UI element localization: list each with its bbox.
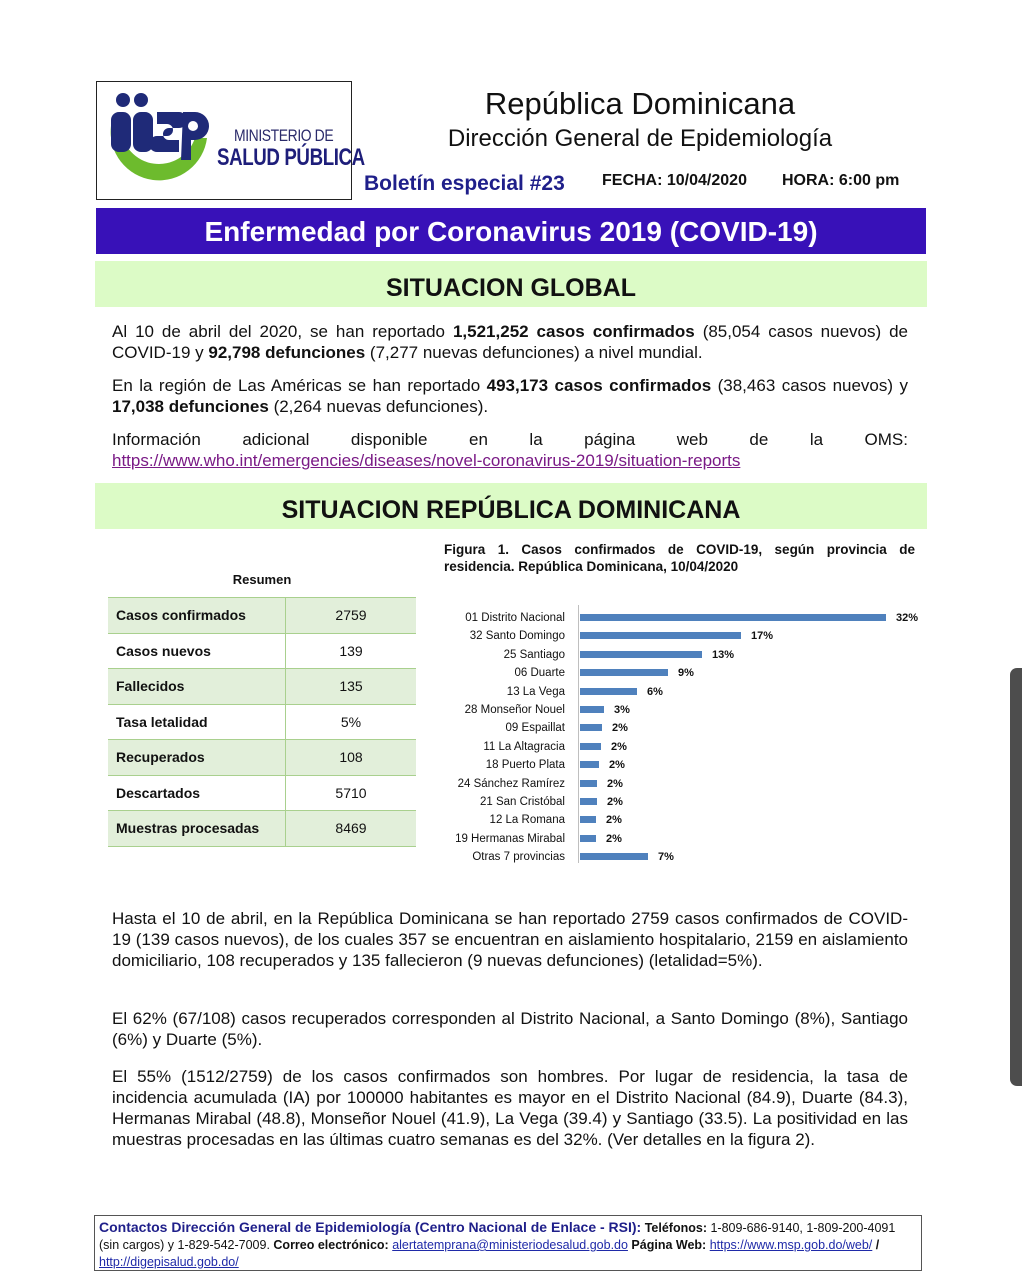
chart-category-label: 09 Espaillat: [505, 722, 565, 735]
logo-ministerio-text: MINISTERIO DE: [234, 126, 334, 145]
chart-value-label: 2%: [612, 722, 628, 735]
rd-paragraph-3: El 55% (1512/2759) de los casos confirmados son hombres. Por lugar de residencia, la tasa de incidencia acumulada (IA) por 100000 habitantes es mayor en el Distrito Nacional (84.9), Duarte (84.3), Hermanas Mirabal (48.8), Monseñor Nouel (41.9), La Vega (39.4) y Santiago (33.5). La positividad en las muestras procesadas en las últimas cuatro semanas es del 32%. (Ver detalles en la figura 2).: [112, 1067, 908, 1149]
bulletin-number: Boletín especial #23: [364, 172, 565, 195]
chart-category-label: 25 Santiago: [503, 648, 565, 661]
chart-category-label: 19 Hermanas Mirabal: [455, 832, 565, 845]
contacts-heading: Contactos Dirección General de Epidemiología (Centro Nacional de Enlace - RSI):: [99, 1219, 642, 1235]
chart-bar-row: [430, 719, 930, 737]
chart-bar-row: [430, 664, 930, 682]
chart-category-label: 32 Santo Domingo: [469, 630, 565, 643]
province-bar-chart: [430, 605, 930, 870]
global-paragraph-2: En la región de Las Américas se han reportado 493,173 casos confirmados (38,463 casos nuevos) y 17,038 defunciones (2,264 nuevas defunciones).: [112, 376, 908, 416]
chart-category-label: 13 La Vega: [506, 685, 565, 698]
table-row: Recuperados 108: [108, 740, 416, 776]
phone-numbers: 1-809-686-9140, 1-809-200-4091 (sin cargos) y 1-829-542-7009.: [99, 1221, 896, 1252]
vertical-scrollbar[interactable]: [1010, 668, 1022, 1086]
chart-bar: [580, 632, 741, 639]
chart-bar-row: [430, 848, 930, 866]
chart-value-label: 32%: [896, 612, 919, 624]
bulletin-date: FECHA: 10/04/2020: [602, 172, 747, 189]
logo-salud-text: SALUD PÚBLICA: [217, 144, 365, 171]
chart-value-label: 6%: [647, 685, 663, 698]
chart-bar: [580, 688, 637, 695]
table-row: Muestras procesadas 8469: [108, 811, 416, 847]
chart-bar-row: [430, 738, 930, 756]
chart-category-label: 06 Duarte: [514, 667, 565, 680]
chart-value-label: 13%: [712, 648, 735, 661]
chart-category-label: Otras 7 provincias: [472, 851, 565, 864]
global-paragraph-1: Al 10 de abril del 2020, se han reportado 1,521,252 casos confirmados (85,054 casos nuevos) de COVID-19 y 92,798 defunciones (7,277 nuevas defunciones) a nivel mundial.: [112, 322, 909, 362]
chart-value-label: 2%: [607, 777, 623, 790]
chart-bar: [580, 651, 702, 658]
who-report-link[interactable]: https://www.who.int/emergencies/diseases/novel-coronavirus-2019/situation-reports: [112, 451, 741, 470]
chart-value-label: 9%: [678, 667, 694, 680]
table-row: Fallecidos 135: [108, 669, 416, 705]
chart-bar-row: [430, 793, 930, 811]
chart-bar-row: [430, 627, 930, 645]
chart-bar: [580, 816, 596, 823]
chart-bar-row: [430, 609, 930, 627]
chart-bar: [580, 743, 601, 750]
bulletin-time: HORA: 6:00 pm: [782, 172, 900, 189]
section-heading-global: SITUACION GLOBAL: [95, 261, 927, 307]
chart-value-label: 2%: [611, 740, 627, 753]
chart-bar: [580, 798, 597, 805]
chart-category-label: 21 San Cristóbal: [479, 796, 565, 808]
table-row: Casos nuevos 139: [108, 633, 416, 669]
chart-category-label: 24 Sánchez Ramírez: [457, 777, 565, 790]
chart-bar-row: [430, 646, 930, 664]
chart-bar: [580, 724, 602, 731]
chart-category-label: 28 Monseñor Nouel: [464, 704, 565, 716]
email-link[interactable]: alertatemprana@ministeriodesalud.gob.do: [392, 1238, 628, 1252]
table-row: Tasa letalidad 5%: [108, 704, 416, 740]
chart-bar-row: [430, 683, 930, 701]
figure-1-title: Figura 1. Casos confirmados de COVID-19, según provincia de residencia. República Dominicana, 10/04/2020: [444, 542, 915, 574]
chart-bar: [580, 706, 604, 713]
chart-bar-row: [430, 830, 930, 848]
directorate-title: Dirección General de Epidemiología: [447, 125, 833, 152]
chart-value-label: 2%: [606, 832, 622, 845]
summary-table: [108, 597, 416, 847]
rd-paragraph-1: Hasta el 10 de abril, en la República Dominicana se han reportado 2759 casos confirmados de COVID-19 (139 casos nuevos), de los cuales 357 se encuentran en aislamiento hospitalario, 2159 en aislamiento domiciliario, 108 recuperados y 135 fallecieron (9 nuevas defunciones) (letalidad=5%).: [112, 909, 908, 970]
chart-value-label: 7%: [658, 851, 674, 864]
chart-value-label: 3%: [614, 704, 630, 716]
contacts-footer: Contactos Dirección General de Epidemiología (Centro Nacional de Enlace - RSI): Teléfonos: 1-809-686-9140, 1-809-200-4091 (sin cargos) y 1-829-542-7009. Correo electrónico: alertatemprana@ministeriodesalud.gob.do Página Web: https://www.msp.gob.do/web/ / http://digepisalud.gob.do/: [94, 1215, 922, 1271]
table-row: Casos confirmados 2759: [108, 598, 416, 634]
chart-bar: [580, 761, 599, 768]
chart-bar-row: [430, 756, 930, 774]
chart-bar: [580, 780, 597, 787]
section-heading-rd: SITUACION REPÚBLICA DOMINICANA: [95, 483, 927, 529]
document-banner: Enfermedad por Coronavirus 2019 (COVID-19): [96, 208, 926, 254]
chart-value-label: 17%: [751, 630, 774, 643]
chart-value-label: 2%: [609, 759, 625, 772]
chart-category-label: 12 La Romana: [489, 814, 565, 827]
chart-bar: [580, 853, 648, 860]
chart-bar: [580, 614, 886, 621]
country-title: República Dominicana: [484, 86, 796, 121]
summary-table-title: Resumen: [232, 572, 292, 587]
msp-logo-icon: [103, 86, 215, 194]
chart-bar-row: [430, 811, 930, 829]
chart-value-label: 2%: [607, 796, 623, 808]
global-paragraph-3: Información adicional disponible en la página web de la OMS: https://www.who.int/emergencies/diseases/novel-coronavirus-2019/situation-reports: [112, 430, 908, 470]
chart-category-label: 18 Puerto Plata: [485, 759, 565, 772]
chart-bar-row: [430, 775, 930, 793]
chart-category-label: 01 Distrito Nacional: [465, 612, 565, 624]
table-row: Descartados 5710: [108, 775, 416, 811]
digepisalud-link[interactable]: http://digepisalud.gob.do/: [99, 1255, 239, 1269]
msp-logo: [96, 81, 365, 200]
rd-paragraph-2: El 62% (67/108) casos recuperados corresponden al Distrito Nacional, a Santo Domingo (8%), Santiago (6%) y Duarte (5%).: [112, 1009, 908, 1049]
msp-web-link[interactable]: https://www.msp.gob.do/web/: [709, 1238, 873, 1252]
chart-category-label: 11 La Altagracia: [483, 740, 565, 753]
chart-value-label: 2%: [606, 814, 622, 827]
chart-bar-row: [430, 701, 930, 719]
chart-bar: [580, 669, 668, 676]
chart-bar: [580, 835, 596, 842]
